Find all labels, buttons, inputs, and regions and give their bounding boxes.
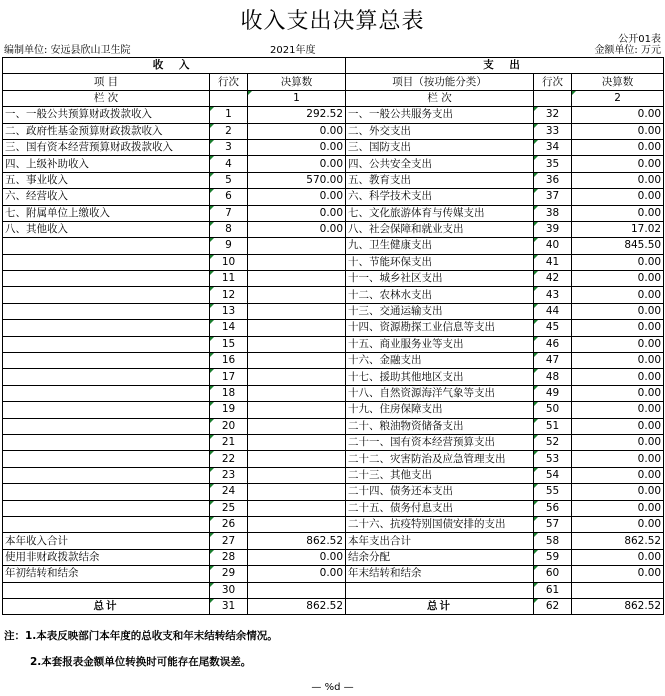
income-amount (248, 500, 346, 516)
col-header-item-func: 项目（按功能分类） (346, 74, 534, 90)
income-row-no: 5 (210, 172, 248, 188)
income-row-no: 27 (210, 533, 248, 549)
expense-item-label: 十六、金融支出 (346, 353, 534, 369)
income-amount (248, 254, 346, 270)
expense-amount: 17.02 (572, 221, 664, 237)
expense-item-label: 一、一般公共服务支出 (346, 107, 534, 123)
income-item-label: 三、国有资本经营预算财政拨款收入 (3, 139, 210, 155)
expense-item-label: 十二、农林水支出 (346, 287, 534, 303)
col-index-2: 2 (572, 90, 664, 106)
income-item-label: 七、附属单位上缴收入 (3, 205, 210, 221)
table-row (3, 107, 664, 123)
table-row (3, 484, 664, 500)
table-row (3, 271, 664, 287)
table-row (3, 189, 664, 205)
expense-item-label: 二十六、抗疫特别国债安排的支出 (346, 516, 534, 532)
expense-item-label (346, 582, 534, 598)
expense-item-label: 七、文化旅游体育与传媒支出 (346, 205, 534, 221)
income-amount (248, 271, 346, 287)
expense-item-label: 十三、交通运输支出 (346, 303, 534, 319)
expense-row-no: 56 (534, 500, 572, 516)
expense-item-label: 十四、资源勘探工业信息等支出 (346, 320, 534, 336)
income-item-label (3, 287, 210, 303)
expense-row-no: 46 (534, 336, 572, 352)
table-row (3, 287, 664, 303)
income-row-no: 12 (210, 287, 248, 303)
expense-amount: 0.00 (572, 172, 664, 188)
expense-amount: 0.00 (572, 205, 664, 221)
income-amount (248, 434, 346, 450)
table-row (3, 139, 664, 155)
income-item-label: 五、事业收入 (3, 172, 210, 188)
income-item-label (3, 353, 210, 369)
expense-amount: 0.00 (572, 139, 664, 155)
expense-section-header: 支 出 (346, 58, 664, 74)
income-amount (248, 287, 346, 303)
income-row-no: 2 (210, 123, 248, 139)
summary-row (3, 566, 664, 582)
table-row (3, 320, 664, 336)
unit-label: 编制单位: 安远县欣山卫生院 (4, 45, 131, 56)
income-amount (248, 320, 346, 336)
income-amount (248, 451, 346, 467)
income-item-label (3, 418, 210, 434)
expense-item-label: 总计 (346, 598, 534, 614)
income-row-no: 3 (210, 139, 248, 155)
table-row (3, 385, 664, 401)
income-amount: 0.00 (248, 205, 346, 221)
income-amount: 0.00 (248, 566, 346, 582)
expense-item-label: 二十五、债务付息支出 (346, 500, 534, 516)
expense-row-no: 36 (534, 172, 572, 188)
expense-row-no: 37 (534, 189, 572, 205)
income-amount (248, 582, 346, 598)
income-amount: 0.00 (248, 139, 346, 155)
expense-item-label: 六、科学技术支出 (346, 189, 534, 205)
expense-amount: 845.50 (572, 238, 664, 254)
income-item-label (3, 238, 210, 254)
income-amount (248, 484, 346, 500)
table-row (3, 434, 664, 450)
expense-amount: 0.00 (572, 434, 664, 450)
expense-row-no: 43 (534, 287, 572, 303)
expense-row-no: 60 (534, 566, 572, 582)
income-item-label (3, 451, 210, 467)
col-header-row-no-2: 行次 (534, 74, 572, 90)
expense-row-no: 53 (534, 451, 572, 467)
income-row-no: 22 (210, 451, 248, 467)
expense-row-no: 58 (534, 533, 572, 549)
table-row (3, 418, 664, 434)
table-row (3, 369, 664, 385)
expense-item-label: 十、节能环保支出 (346, 254, 534, 270)
income-row-no: 30 (210, 582, 248, 598)
expense-row-no: 38 (534, 205, 572, 221)
income-item-label: 年初结转和结余 (3, 566, 210, 582)
summary-row (3, 549, 664, 565)
expense-item-label: 十一、城乡社区支出 (346, 271, 534, 287)
expense-item-label: 十九、住房保障支出 (346, 402, 534, 418)
income-amount (248, 369, 346, 385)
income-row-no: 1 (210, 107, 248, 123)
col-index-blank (210, 90, 248, 106)
col-index-blank-2 (534, 90, 572, 106)
expense-item-label: 五、教育支出 (346, 172, 534, 188)
expense-item-label: 九、卫生健康支出 (346, 238, 534, 254)
table-row (3, 467, 664, 483)
expense-item-label: 十七、援助其他地区支出 (346, 369, 534, 385)
income-item-label: 使用非财政拨款结余 (3, 549, 210, 565)
table-row (3, 254, 664, 270)
table-row (3, 402, 664, 418)
income-amount: 0.00 (248, 189, 346, 205)
income-amount: 0.00 (248, 221, 346, 237)
expense-amount: 0.00 (572, 320, 664, 336)
income-row-no: 15 (210, 336, 248, 352)
income-amount (248, 238, 346, 254)
expense-row-no: 54 (534, 467, 572, 483)
income-item-label: 二、政府性基金预算财政拨款收入 (3, 123, 210, 139)
income-item-label (3, 516, 210, 532)
expense-row-no: 61 (534, 582, 572, 598)
income-row-no: 25 (210, 500, 248, 516)
table-row (3, 303, 664, 319)
col-header-row-no: 行次 (210, 74, 248, 90)
income-row-no: 6 (210, 189, 248, 205)
income-item-label (3, 336, 210, 352)
income-amount: 0.00 (248, 123, 346, 139)
income-amount: 862.52 (248, 533, 346, 549)
table-row (3, 123, 664, 139)
expense-row-no: 49 (534, 385, 572, 401)
col-header-amount: 决算数 (248, 74, 346, 90)
expense-row-no: 34 (534, 139, 572, 155)
report-title: 收入支出决算总表 (240, 9, 425, 34)
expense-row-no: 59 (534, 549, 572, 565)
note-1: 注：1.本表反映部门本年度的总收支和年末结转结余情况。 (4, 630, 278, 642)
table-row (3, 336, 664, 352)
income-row-no: 26 (210, 516, 248, 532)
expense-amount: 0.00 (572, 549, 664, 565)
income-row-no: 17 (210, 369, 248, 385)
income-row-no: 29 (210, 566, 248, 582)
expense-amount: 0.00 (572, 254, 664, 270)
income-item-label: 总计 (3, 598, 210, 614)
income-section-header: 收 入 (3, 58, 346, 74)
income-amount (248, 385, 346, 401)
table-row (3, 205, 664, 221)
income-item-label: 一、一般公共预算财政拨款收入 (3, 107, 210, 123)
income-item-label (3, 303, 210, 319)
expense-amount: 0.00 (572, 467, 664, 483)
income-amount (248, 336, 346, 352)
income-amount: 0.00 (248, 549, 346, 565)
expense-amount: 0.00 (572, 516, 664, 532)
expense-amount: 0.00 (572, 287, 664, 303)
income-row-no: 10 (210, 254, 248, 270)
income-item-label (3, 271, 210, 287)
amount-unit: 金额单位: 万元 (594, 45, 661, 56)
income-amount: 862.52 (248, 598, 346, 614)
income-row-no: 9 (210, 238, 248, 254)
expense-amount: 0.00 (572, 353, 664, 369)
expense-amount: 0.00 (572, 418, 664, 434)
income-amount (248, 418, 346, 434)
income-expense-table (2, 57, 664, 615)
income-item-label: 本年收入合计 (3, 533, 210, 549)
income-amount: 292.52 (248, 107, 346, 123)
income-row-no: 19 (210, 402, 248, 418)
page-footer: — %d — (311, 682, 354, 693)
expense-amount: 0.00 (572, 451, 664, 467)
income-row-no: 14 (210, 320, 248, 336)
income-item-label: 六、经营收入 (3, 189, 210, 205)
income-row-no: 11 (210, 271, 248, 287)
expense-row-no: 50 (534, 402, 572, 418)
income-item-label (3, 467, 210, 483)
table-row (3, 500, 664, 516)
expense-row-no: 33 (534, 123, 572, 139)
income-row-no: 24 (210, 484, 248, 500)
income-item-label (3, 402, 210, 418)
expense-row-no: 40 (534, 238, 572, 254)
expense-item-label: 本年支出合计 (346, 533, 534, 549)
table-row (3, 451, 664, 467)
col-header-item: 项 目 (3, 74, 210, 90)
form-code: 公开01表 (618, 34, 661, 45)
expense-amount: 862.52 (572, 533, 664, 549)
income-item-label (3, 254, 210, 270)
expense-amount: 862.52 (572, 598, 664, 614)
table-row (3, 156, 664, 172)
expense-row-no: 55 (534, 484, 572, 500)
expense-row-no: 51 (534, 418, 572, 434)
table-row (3, 172, 664, 188)
report-year: 2021年度 (270, 45, 316, 56)
income-amount: 0.00 (248, 156, 346, 172)
income-item-label (3, 434, 210, 450)
expense-item-label: 二十二、灾害防治及应急管理支出 (346, 451, 534, 467)
expense-row-no: 48 (534, 369, 572, 385)
income-amount: 570.00 (248, 172, 346, 188)
income-amount (248, 303, 346, 319)
expense-item-label: 二十三、其他支出 (346, 467, 534, 483)
expense-amount: 0.00 (572, 303, 664, 319)
income-item-label (3, 484, 210, 500)
income-item-label (3, 320, 210, 336)
table-row (3, 221, 664, 237)
expense-item-label: 二、外交支出 (346, 123, 534, 139)
expense-row-no: 47 (534, 353, 572, 369)
expense-amount: 0.00 (572, 402, 664, 418)
expense-item-label: 二十四、债务还本支出 (346, 484, 534, 500)
income-amount (248, 516, 346, 532)
income-item-label (3, 500, 210, 516)
income-item-label: 四、上级补助收入 (3, 156, 210, 172)
expense-amount: 0.00 (572, 369, 664, 385)
expense-item-label: 十八、自然资源海洋气象等支出 (346, 385, 534, 401)
expense-row-no: 39 (534, 221, 572, 237)
income-row-no: 28 (210, 549, 248, 565)
expense-amount: 0.00 (572, 123, 664, 139)
col-index-label: 栏 次 (3, 90, 210, 106)
income-item-label (3, 385, 210, 401)
note-2: 2.本套报表金额单位转换时可能存在尾数误差。 (30, 656, 252, 668)
expense-amount: 0.00 (572, 500, 664, 516)
summary-row (3, 582, 664, 598)
income-amount (248, 353, 346, 369)
income-row-no: 20 (210, 418, 248, 434)
expense-row-no: 62 (534, 598, 572, 614)
income-row-no: 4 (210, 156, 248, 172)
table-row (3, 516, 664, 532)
income-row-no: 13 (210, 303, 248, 319)
summary-row (3, 533, 664, 549)
expense-amount: 0.00 (572, 271, 664, 287)
expense-item-label: 二十一、国有资本经营预算支出 (346, 434, 534, 450)
expense-item-label: 结余分配 (346, 549, 534, 565)
expense-amount: 0.00 (572, 189, 664, 205)
expense-row-no: 45 (534, 320, 572, 336)
income-amount (248, 467, 346, 483)
income-amount (248, 402, 346, 418)
expense-amount: 0.00 (572, 107, 664, 123)
income-row-no: 21 (210, 434, 248, 450)
income-item-label: 八、其他收入 (3, 221, 210, 237)
expense-row-no: 52 (534, 434, 572, 450)
expense-amount: 0.00 (572, 336, 664, 352)
expense-item-label: 年末结转和结余 (346, 566, 534, 582)
expense-item-label: 十五、商业服务业等支出 (346, 336, 534, 352)
expense-row-no: 41 (534, 254, 572, 270)
expense-item-label: 八、社会保障和就业支出 (346, 221, 534, 237)
income-row-no: 23 (210, 467, 248, 483)
expense-item-label: 三、国防支出 (346, 139, 534, 155)
expense-row-no: 44 (534, 303, 572, 319)
income-row-no: 18 (210, 385, 248, 401)
total-row (3, 598, 664, 614)
income-item-label (3, 582, 210, 598)
col-index-1: 1 (248, 90, 346, 106)
expense-amount: 0.00 (572, 566, 664, 582)
expense-amount: 0.00 (572, 484, 664, 500)
income-item-label (3, 369, 210, 385)
income-row-no: 8 (210, 221, 248, 237)
expense-row-no: 35 (534, 156, 572, 172)
income-row-no: 16 (210, 353, 248, 369)
expense-amount: 0.00 (572, 156, 664, 172)
col-index-label-2: 栏 次 (346, 90, 534, 106)
expense-row-no: 32 (534, 107, 572, 123)
income-row-no: 31 (210, 598, 248, 614)
expense-amount: 0.00 (572, 385, 664, 401)
table-row (3, 238, 664, 254)
income-row-no: 7 (210, 205, 248, 221)
expense-item-label: 二十、粮油物资储备支出 (346, 418, 534, 434)
expense-row-no: 42 (534, 271, 572, 287)
expense-item-label: 四、公共安全支出 (346, 156, 534, 172)
expense-row-no: 57 (534, 516, 572, 532)
col-header-amount-2: 决算数 (572, 74, 664, 90)
table-row (3, 353, 664, 369)
expense-amount (572, 582, 664, 598)
